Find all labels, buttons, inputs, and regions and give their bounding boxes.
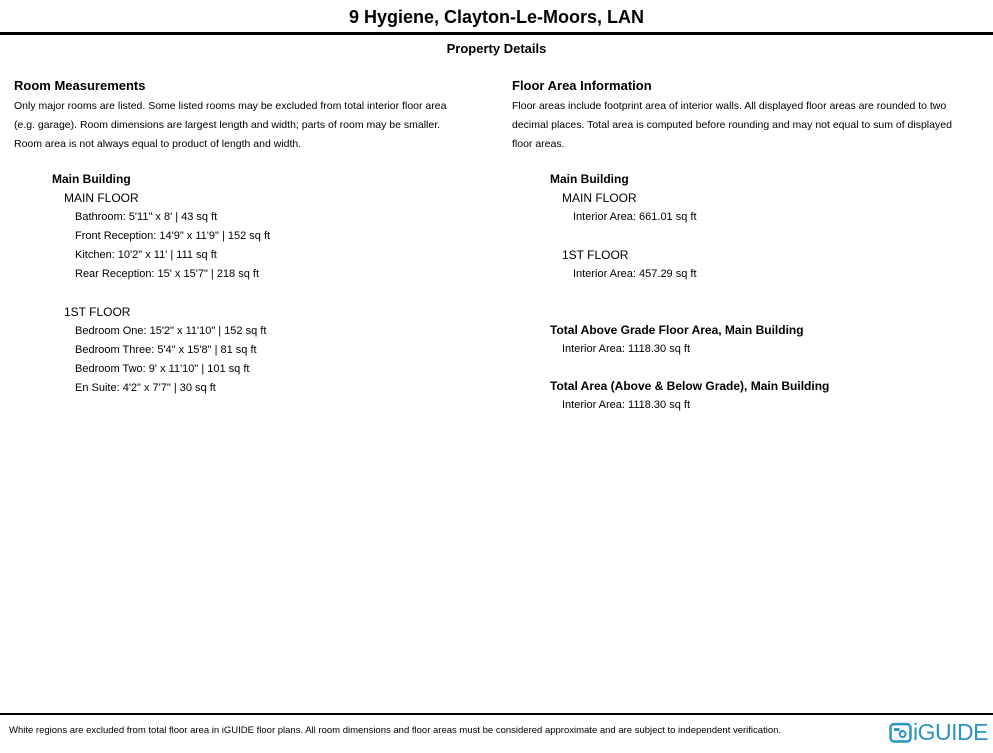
- interior-area-value: Interior Area: 661.01 sq ft: [573, 211, 697, 223]
- interior-area-value: Interior Area: 1118.30 sq ft: [562, 343, 691, 355]
- room-measurements-heading: Room Measurements: [14, 78, 146, 93]
- description-line: floor areas.: [512, 138, 565, 150]
- room-measurement: Kitchen: 10'2" x 11' | 111 sq ft: [75, 249, 217, 261]
- building-name: Main Building: [52, 172, 131, 186]
- floor-area-heading: Floor Area Information: [512, 78, 652, 93]
- footer-disclaimer: White regions are excluded from total floor area in iGUIDE floor plans. All room dimensions and floor areas must be considered approximate and are subject to independent verification.: [9, 725, 782, 736]
- building-name: Main Building: [550, 172, 629, 186]
- description-line: Floor areas include footprint area of interior walls. All displayed floor areas are rounded to two: [512, 100, 947, 112]
- floor-name: 1ST FLOOR: [64, 305, 131, 319]
- interior-area-value: Interior Area: 1118.30 sq ft: [562, 399, 691, 411]
- room-measurement: Bathroom: 5'11" x 8' | 43 sq ft: [75, 211, 218, 223]
- description-line: decimal places. Total area is computed before rounding and may not equal to sum of displayed: [512, 119, 952, 131]
- title-divider: [0, 32, 993, 35]
- floor-area-description: [512, 97, 990, 154]
- room-measurement: Rear Reception: 15' x 15'7" | 218 sq ft: [75, 268, 260, 280]
- room-measurement: En Suite: 4'2" x 7'7" | 30 sq ft: [75, 382, 216, 394]
- iguide-camera-icon: [889, 721, 912, 744]
- floor-area-section: [512, 76, 990, 415]
- floor-area-group-main-floor: [512, 189, 990, 227]
- total-area-block: [512, 377, 990, 415]
- iguide-logo-text: iGUIDE: [913, 719, 988, 745]
- room-measurement: Bedroom One: 15'2" x 11'10" | 152 sq ft: [75, 325, 267, 337]
- room-measurements-section: [14, 76, 500, 398]
- description-line: Room area is not always equal to product of length and width.: [14, 138, 302, 150]
- floor-group-main-floor: [14, 189, 500, 284]
- room-measurement: Bedroom Three: 5'4" x 15'8" | 81 sq ft: [75, 344, 257, 356]
- room-measurement: Front Reception: 14'9" x 11'9" | 152 sq ft: [75, 230, 271, 242]
- floor-name: MAIN FLOOR: [562, 191, 637, 205]
- room-measurement: Bedroom Two: 9' x 11'10" | 101 sq ft: [75, 363, 250, 375]
- iguide-logo: [889, 719, 988, 745]
- total-title: Total Above Grade Floor Area, Main Building: [550, 323, 804, 337]
- floor-group-first-floor: [14, 303, 500, 398]
- interior-area-value: Interior Area: 457.29 sq ft: [573, 268, 697, 280]
- floor-name: MAIN FLOOR: [64, 191, 139, 205]
- floor-name: 1ST FLOOR: [562, 248, 629, 262]
- total-above-grade-block: [512, 321, 990, 359]
- floor-area-group-first-floor: [512, 246, 990, 284]
- room-measurements-description: [14, 97, 500, 154]
- page-title: 9 Hygiene, Clayton-Le-Moors, LAN: [348, 7, 645, 27]
- description-line: Only major rooms are listed. Some listed rooms may be excluded from total interior floor area: [14, 100, 447, 112]
- total-title: Total Area (Above & Below Grade), Main Building: [550, 379, 830, 393]
- page-header: [0, 0, 993, 56]
- page-subtitle: Property Details: [446, 41, 547, 56]
- page-footer: [0, 713, 993, 753]
- description-line: (e.g. garage). Room dimensions are largest length and width; parts of room may be smaller.: [14, 119, 441, 131]
